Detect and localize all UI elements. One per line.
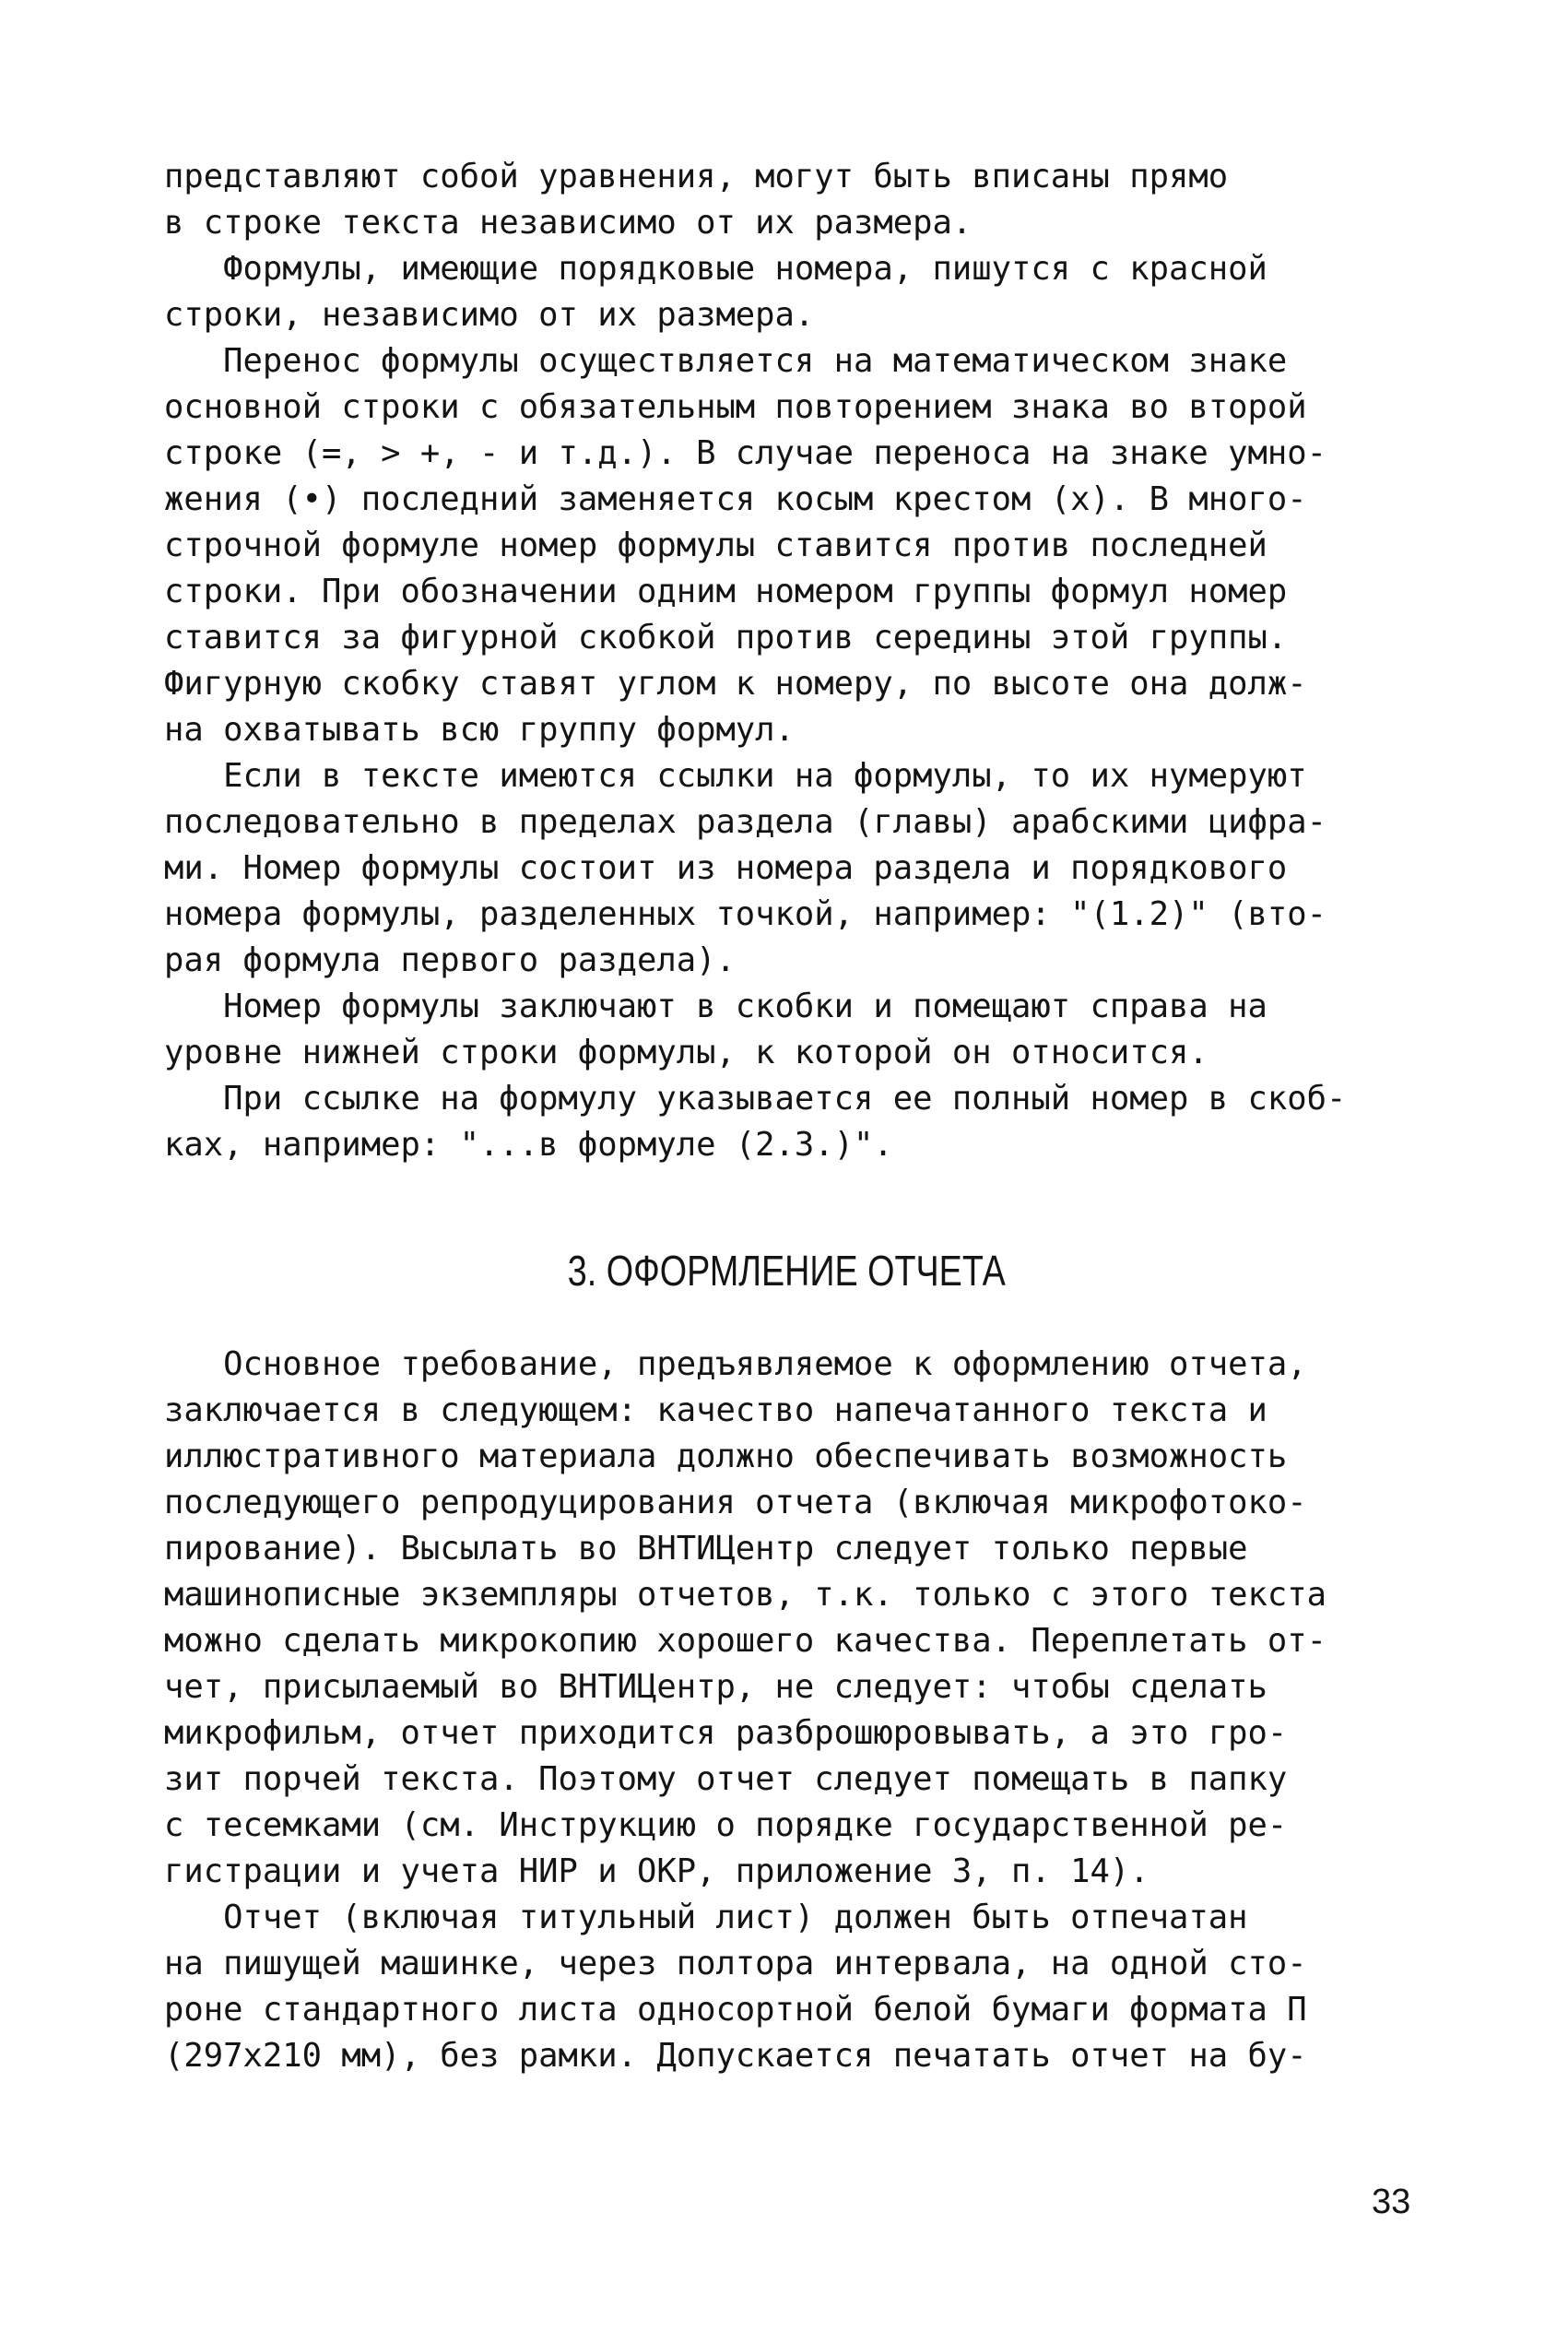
text-line: строки. При обозначении одним номером группы формул номер (164, 573, 1288, 610)
text-line: микрофильм, отчет приходится разброшюровывать, а это гро- (164, 1714, 1288, 1752)
text-line: иллюстративного материала должно обеспечивать возможность (164, 1438, 1288, 1475)
text-line: ках, например: "...в формуле (2.3.)". (164, 1126, 893, 1164)
text-line: номера формулы, разделенных точкой, например: "(1.2)" (вто- (164, 895, 1326, 933)
text-line: заключается в следующем: качество напечатанного текста и (164, 1391, 1267, 1429)
text-line: последующего репродуцирования отчета (включая микрофотоко- (164, 1484, 1307, 1521)
text-line: ми. Номер формулы состоит из номера раздела и порядкового (164, 849, 1288, 887)
text-line: ставится за фигурной скобкой против середины этой группы. (164, 619, 1288, 657)
text-line: Фигурную скобку ставят углом к номеру, по высоте она долж- (164, 665, 1307, 703)
text-line: строки, независимо от их размера. (164, 296, 815, 334)
text-line: строчной формуле номер формулы ставится против последней (164, 527, 1267, 564)
section-heading: 3. ОФОРМЛЕНИЕ ОТЧЕТА (567, 1247, 1006, 1295)
text-line: (297x210 мм), без рамки. Допускается печатать отчет на бу- (164, 2037, 1307, 2075)
text-line: с тесемками (см. Инструкцию о порядке государственной ре- (164, 1806, 1288, 1844)
text-line: роне стандартного листа односортной белой бумаги формата П (164, 1991, 1307, 2029)
text-line: представляют собой уравнения, могут быть вписаны прямо (164, 158, 1229, 195)
text-line: зит порчей текста. Поэтому отчет следует помещать в папку (164, 1760, 1288, 1798)
page-number: 33 (1372, 2183, 1411, 2221)
text-line: строке (=, > +, - и т.д.). В случае переноса на знаке умно- (164, 434, 1326, 472)
text-line: можно сделать микрокопию хорошего качества. Переплетать от- (164, 1622, 1326, 1660)
text-line: Если в тексте имеются ссылки на формулы, то их нумеруют (164, 757, 1307, 795)
text-line: Перенос формулы осуществляется на математическом знаке (164, 342, 1288, 380)
text-line: основной строки с обязательным повторением знака во второй (164, 388, 1307, 426)
text-line: Номер формулы заключают в скобки и помещают справа на (164, 988, 1267, 1025)
text-line: уровне нижней строки формулы, к которой он относится. (164, 1034, 1208, 1071)
text-line: на охватывать всю группу формул. (164, 711, 795, 749)
text-line: чет, присылаемый во ВНТИЦентр, не следует: чтобы сделать (164, 1668, 1267, 1706)
text-line: жения (•) последний заменяется косым крестом (x). В много- (164, 480, 1307, 518)
text-line: последовательно в пределах раздела (главы) арабскими цифра- (164, 803, 1326, 841)
text-line: Основное требование, предъявляемое к оформлению отчета, (164, 1345, 1307, 1383)
text-line: рая формула первого раздела). (164, 941, 736, 979)
text-line: машинописные экземпляры отчетов, т.к. только с этого текста (164, 1576, 1326, 1614)
text-line: Формулы, имеющие порядковые номера, пишутся с красной (164, 250, 1267, 288)
text-line: в строке текста независимо от их размера. (164, 204, 973, 242)
text-line: на пишущей машинке, через полтора интервала, на одной сто- (164, 1945, 1307, 1982)
text-line: Отчет (включая титульный лист) должен быть отпечатан (164, 1899, 1248, 1936)
text-line: гистрации и учета НИР и ОКР, приложение 3, п. 14). (164, 1852, 1149, 1890)
text-line: пирование). Высылать во ВНТИЦентр следует только первые (164, 1530, 1248, 1568)
text-line: При ссылке на формулу указывается ее полный номер в скоб- (164, 1080, 1347, 1118)
